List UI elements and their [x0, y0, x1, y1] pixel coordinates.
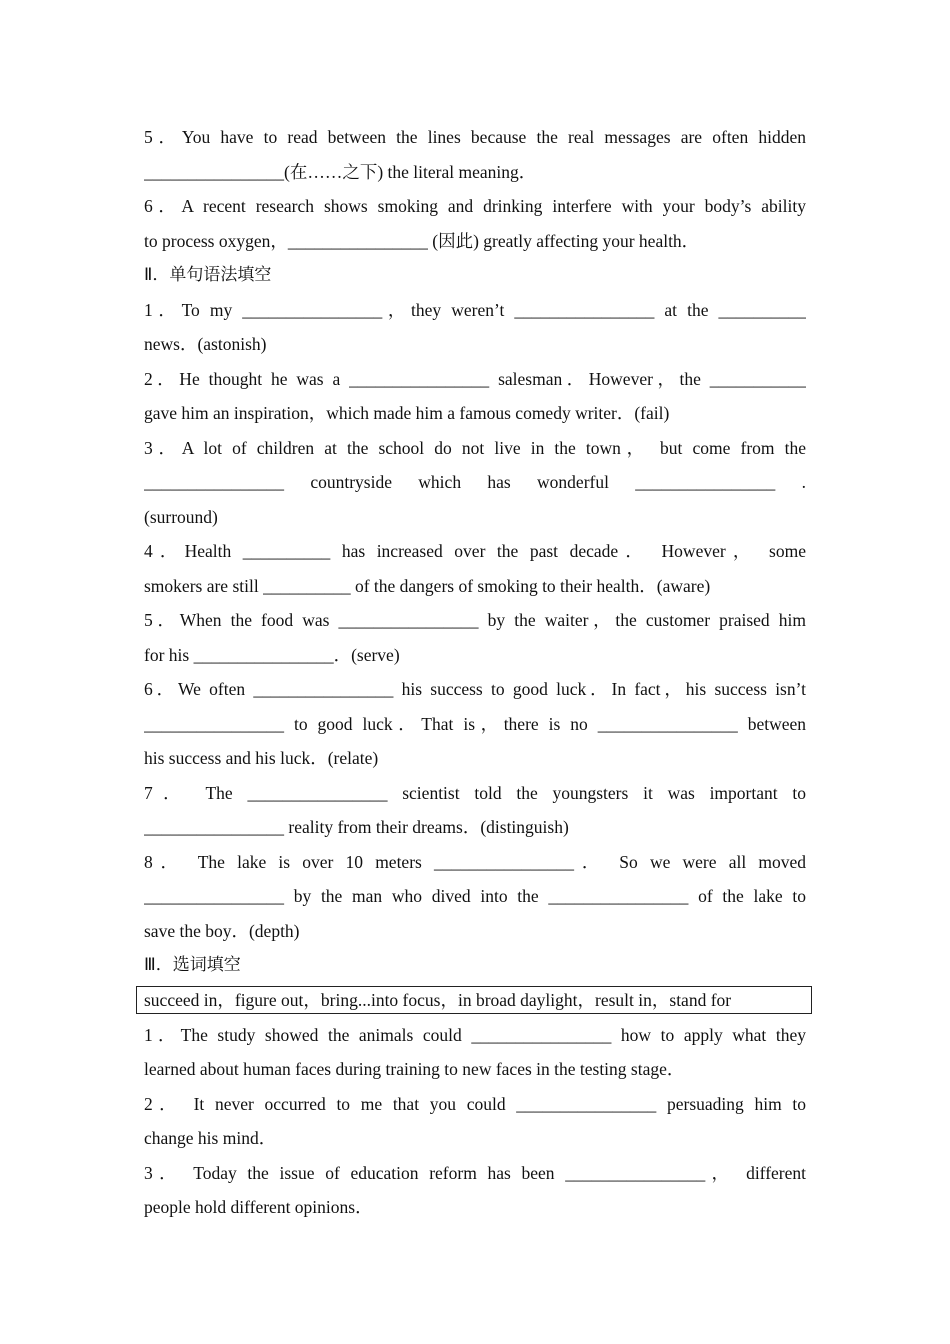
part2-item-2-line-2: gave him an inspiration，which made him a famous comedy writer．(fail): [144, 403, 670, 423]
part2-item-8: [144, 845, 806, 949]
part3-item-2-line-1: 2． It never occurred to me that you could ________________ persuading him to: [144, 1093, 806, 1114]
part1-item-5-line-1: 5．You have to read between the lines because the real messages are often hidden: [144, 127, 806, 147]
part2-item-3-line-1: 3．A lot of children at the school do not live in the town， but come from the: [144, 437, 806, 458]
part2-item-7-line-1: 7． The ________________ scientist told the youngsters it was important to: [144, 782, 806, 803]
part2-item-4: [144, 534, 806, 603]
part2-item-1: [144, 293, 806, 362]
part3-item-3: [144, 1156, 806, 1225]
word-bank-box: succeed in，figure out，bring...into focus，in broad daylight，result in，stand for: [136, 986, 812, 1014]
part1-item-5: [144, 120, 806, 189]
part2-item-3-line-3: (surround): [144, 506, 218, 527]
part2-item-6-line-2: ________________ to good luck．That is，there is no ________________ between: [144, 713, 806, 734]
part1-item-6-line-1: 6．A recent research shows smoking and drinking interfere with your body’s ability: [144, 196, 806, 216]
part2-item-6-line-1: 6．We often ________________ his success to good luck．In fact，his success isn’t: [144, 679, 806, 699]
part2-item-5: [144, 603, 806, 672]
part3-item-2: [144, 1087, 806, 1156]
part3-item-1-line-2: learned about human faces during training to new faces in the testing stage．: [144, 1059, 685, 1079]
part2-item-2: [144, 362, 806, 431]
part2-item-1-line-1: 1．To my ________________，they weren’t ________________ at the __________: [144, 299, 806, 320]
part2-item-7-line-2: ________________ reality from their dreams．(distinguish): [144, 817, 569, 837]
part2-item-6-line-3: his success and his luck．(relate): [144, 748, 379, 768]
part2-item-4-line-1: 4．Health __________ has increased over the past decade． However， some: [144, 541, 806, 561]
part2-heading: Ⅱ．单句语法填空: [144, 265, 272, 285]
part2-item-4-line-2: smokers are still __________ of the dangers of smoking to their health．(aware): [144, 575, 711, 596]
part2-item-3: [144, 431, 806, 535]
part3-item-3-line-1: 3． Today the issue of education reform has been ________________， different: [144, 1162, 806, 1183]
part1-item-6: [144, 189, 806, 258]
part2-item-3-line-2: ________________ countryside which has wonderful ________________ .: [144, 472, 806, 492]
part2-item-1-line-2: news．(astonish): [144, 334, 267, 354]
part2-item-5-line-2: for his ________________．(serve): [144, 644, 400, 665]
part3-item-1: [144, 1018, 806, 1087]
part2-item-8-line-2: ________________ by the man who dived into the ________________ of the lake to: [144, 886, 806, 906]
part1-item-5-line-2: ________________(在……之下) the literal meaning．: [144, 161, 537, 182]
part2-item-7: [144, 776, 806, 845]
part2-item-2-line-1: 2．He thought he was a ________________ salesman．However，the ___________: [144, 368, 806, 389]
part2-item-8-line-1: 8． The lake is over 10 meters ________________． So we were all moved: [144, 851, 806, 872]
part3-item-3-line-2: people hold different opinions．: [144, 1197, 373, 1217]
part3-item-2-line-2: change his mind．: [144, 1128, 277, 1148]
part2-item-8-line-3: save the boy．(depth): [144, 920, 300, 941]
part2-item-6: [144, 672, 806, 776]
part3-item-1-line-1: 1．The study showed the animals could ________________ how to apply what they: [144, 1024, 806, 1045]
part3-heading: Ⅲ．选词填空: [144, 955, 241, 975]
part2-item-5-line-1: 5．When the food was ________________ by the waiter，the customer praised him: [144, 610, 806, 630]
worksheet-page: [144, 120, 806, 1225]
part1-item-6-line-2: to process oxygen，________________ (因此) greatly affecting your health．: [144, 230, 700, 251]
